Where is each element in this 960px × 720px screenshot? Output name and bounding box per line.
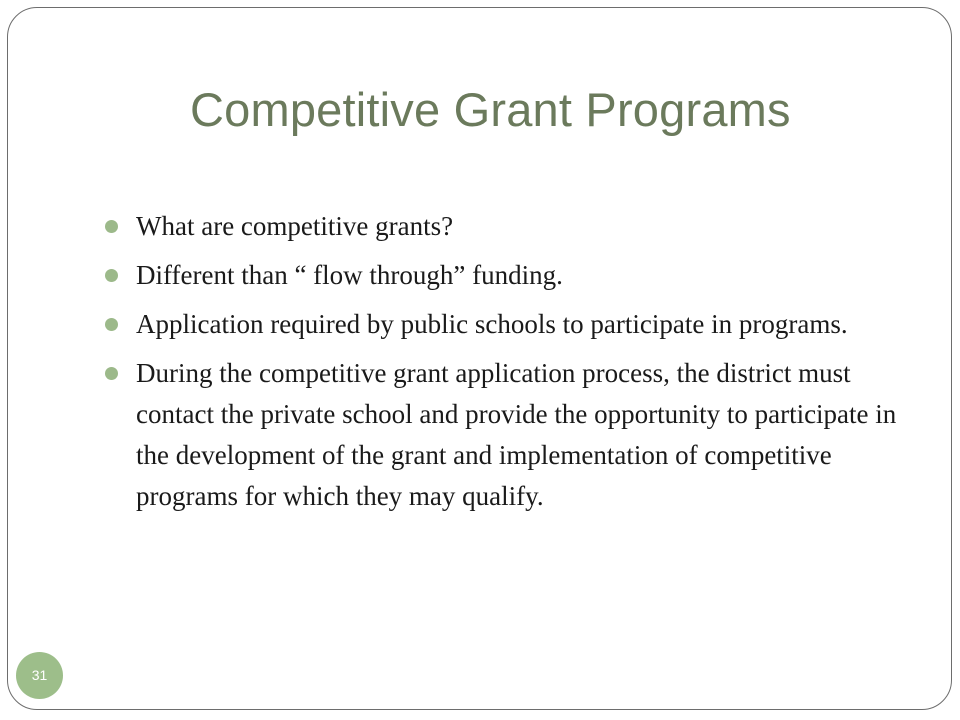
bullet-text: Different than “ flow through” funding. — [136, 260, 563, 290]
bullet-dot-icon — [105, 367, 118, 380]
bullet-dot-icon — [105, 220, 118, 233]
slide-title: Competitive Grant Programs — [190, 83, 791, 136]
bullet-text: During the competitive grant application process, the district must contact the private school and provide the opportunity to participate in the development of the grant and implementation of competitive programs for which they may qualify. — [136, 358, 897, 511]
bullet-item — [105, 206, 905, 247]
bullet-text: Application required by public schools to participate in programs. — [136, 309, 848, 339]
bullet-item — [105, 304, 905, 345]
bullet-item — [105, 255, 905, 296]
bullet-item — [105, 353, 905, 517]
bullet-list — [105, 206, 905, 525]
bullet-text: What are competitive grants? — [136, 211, 454, 241]
bullet-dot-icon — [105, 318, 118, 331]
page-number-badge: 31 — [16, 652, 63, 699]
bullet-dot-icon — [105, 269, 118, 282]
